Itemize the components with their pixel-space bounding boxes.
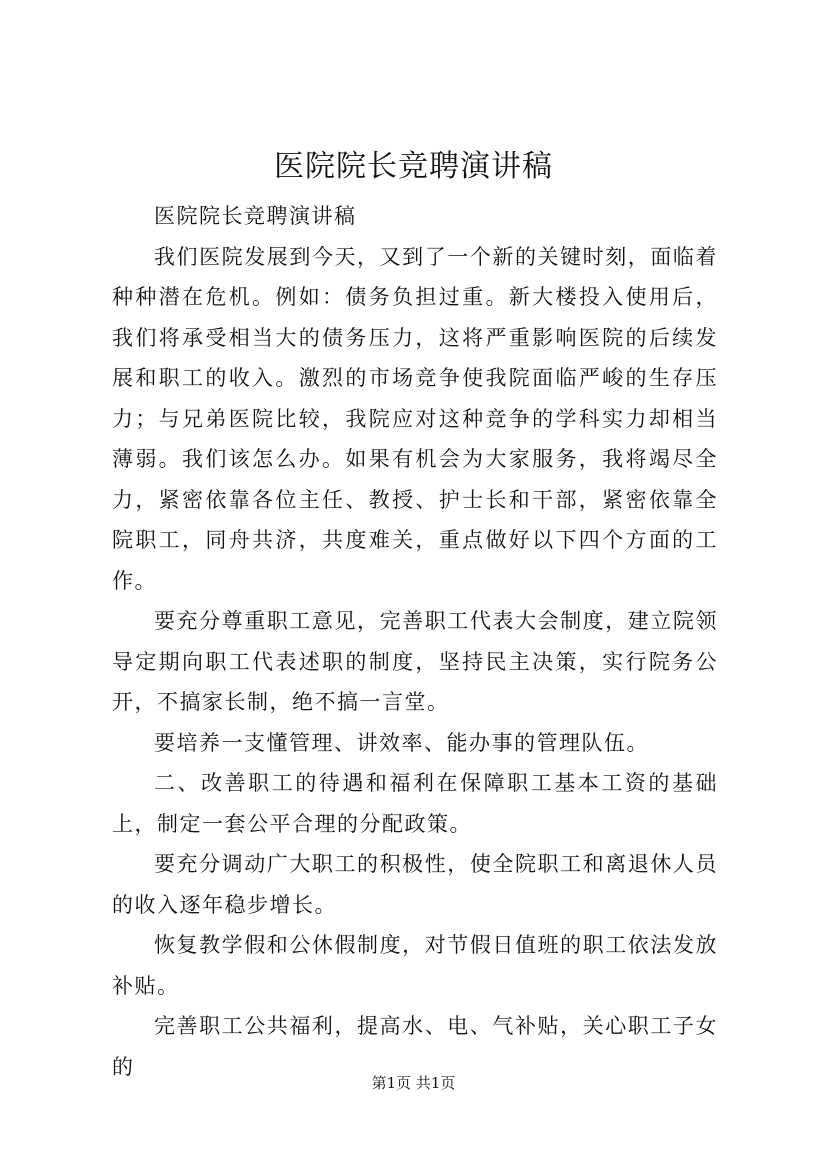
document-body: [112, 196, 718, 1087]
paragraph-intro: 我们医院发展到今天，又到了一个新的关键时刻，面临着种种潜在危机。例如：债务负担过重。新大楼投入使用后，我们将承受相当大的债务压力，这将严重影响医院的后续发展和职工的收入。激烈的市场竞争使我院面临严峻的生存压力；与兄弟医院比较，我院应对这种竞争的学科实力却相当薄弱。我们该怎么办。如果有机会为大家服务，我将竭尽全力，紧密依靠各位主任、教授、护士长和干部，紧密依靠全院职工，同舟共济，共度难关，重点做好以下四个方面的工作。: [112, 244, 718, 593]
paragraph-democracy: 要充分尊重职工意见，完善职工代表大会制度，建立院领导定期向职工代表述职的制度，坚持民主决策，实行院务公开，不搞家长制，绝不搞一言堂。: [112, 609, 718, 714]
page-footer: 第1页 共1页: [371, 1074, 456, 1092]
paragraph-income-growth: 要充分调动广大职工的积极性，使全院职工和离退休人员的收入逐年稳步增长。: [112, 852, 718, 917]
paragraph-welfare-heading: 二、改善职工的待遇和福利在保障职工基本工资的基础上，制定一套公平合理的分配政策。: [112, 771, 718, 836]
document-title: 医院院长竞聘演讲稿: [274, 149, 553, 184]
paragraph-holiday-policy: 恢复教学假和公休假制度，对节假日值班的职工依法发放补贴。: [112, 933, 718, 998]
paragraph-management-team: 要培养一支懂管理、讲效率、能办事的管理队伍。: [154, 730, 649, 755]
paragraph-public-welfare: 完善职工公共福利，提高水、电、气补贴，关心职工子女的: [112, 1014, 718, 1079]
paragraph-subtitle: 医院院长竞聘演讲稿: [154, 204, 357, 228]
